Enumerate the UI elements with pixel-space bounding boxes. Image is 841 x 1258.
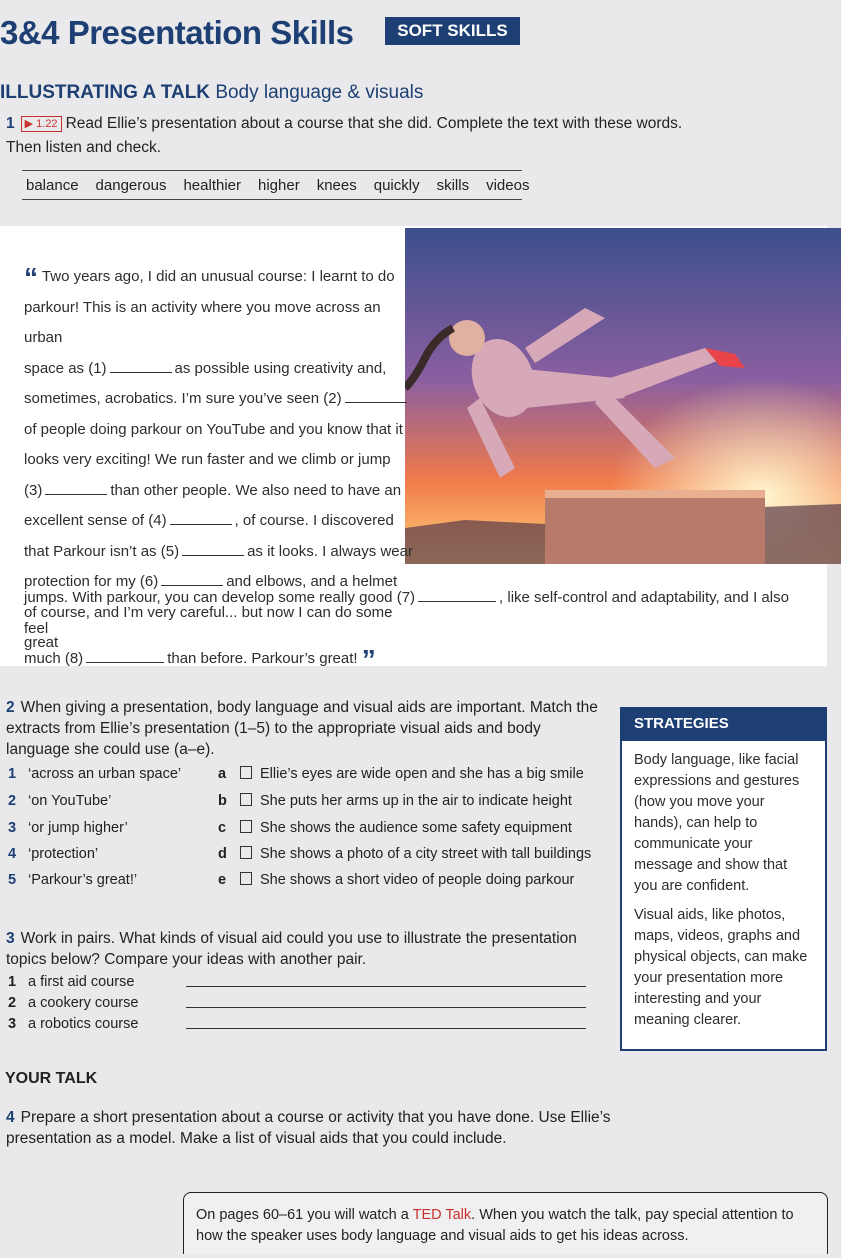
text-line: space as (1) as possible using creativity and, xyxy=(24,359,387,377)
text-line: sometimes, acrobatics. I’m sure you’ve seen (2) xyxy=(24,384,414,415)
strategies-box xyxy=(620,741,827,1051)
exercise-1-instruction xyxy=(6,112,706,160)
exercise-number: 4 xyxy=(6,1109,15,1126)
checkbox[interactable] xyxy=(240,820,252,833)
checkbox[interactable] xyxy=(240,793,252,806)
word-item: videos xyxy=(486,177,530,194)
answer-blank[interactable] xyxy=(86,662,164,663)
instruction-text: When giving a presentation, body language and visual aids are important. Match the extracts from Ellie’s presentation (1–5) to the appropriate visual aids and body language she could use (a–e). xyxy=(6,699,598,758)
answer-blank[interactable] xyxy=(418,601,496,602)
answer-line[interactable] xyxy=(186,986,586,987)
answer-blank[interactable] xyxy=(170,524,232,525)
soft-skills-badge: SOFT SKILLS xyxy=(385,17,520,45)
section-label: ILLUSTRATING A TALK xyxy=(0,82,211,103)
instruction-text: Prepare a short presentation about a course or activity that you have done. Use Ellie’s presentation as a model. Make a list of visual aids that you could include. xyxy=(6,1109,611,1147)
ted-talk-label: TED Talk xyxy=(412,1207,472,1223)
text-line: of course, and I’m very careful... but now I can do some great xyxy=(24,603,393,651)
answer-blank[interactable] xyxy=(345,402,407,403)
text-line: of people doing parkour on YouTube and you know that it xyxy=(24,420,403,438)
instruction-text: Work in pairs. What kinds of visual aid could you use to illustrate the presentation topics below? Compare your ideas with another pair. xyxy=(6,930,577,968)
answer-blank[interactable] xyxy=(45,494,107,495)
text-line: that Parkour isn’t as (5) as it looks. I always wear xyxy=(24,542,413,560)
topic-item: 1 a first aid course xyxy=(8,974,588,990)
word-item: healthier xyxy=(183,177,241,194)
answer-blank[interactable] xyxy=(182,555,244,556)
text-line: “ Two years ago, I did an unusual course: I learnt to do xyxy=(24,262,395,293)
strategy-text: Visual aids, like photos, maps, videos, graphs and physical objects, can make your presentation more interesting and your meaning clearer. xyxy=(634,907,808,1028)
word-item: dangerous xyxy=(95,177,167,194)
exercise-number: 1 xyxy=(6,115,15,132)
exercise-number: 3 xyxy=(6,930,15,947)
strategies-heading: STRATEGIES xyxy=(620,707,827,741)
topic-item: 3 a robotics course xyxy=(8,1016,588,1032)
text-line: protection for my (6) and elbows, and a helmet xyxy=(24,573,398,590)
topic-item: 2 a cookery course xyxy=(8,995,588,1011)
audio-track-icon[interactable]: ▶ 1.22 xyxy=(21,116,62,132)
text-line: jumps. With parkour, you can develop some really good (7) , like self-control and adaptability, and I also feel xyxy=(24,589,789,637)
match-row: 2 ‘on YouTube’ b She puts her arms up in the air to indicate height xyxy=(8,793,572,809)
text-line: excellent sense of (4) , of course. I discovered xyxy=(24,512,394,529)
word-item: skills xyxy=(436,177,470,194)
section-subtitle: Body language & visuals xyxy=(215,82,424,103)
section-heading xyxy=(0,82,423,104)
answer-blank[interactable] xyxy=(110,372,172,373)
text-line: parkour! This is an activity where you move across an urban xyxy=(24,298,381,346)
reading-text-tail xyxy=(24,583,814,675)
answer-line[interactable] xyxy=(186,1007,586,1008)
parkour-photo xyxy=(405,228,841,564)
match-row: 5 ‘Parkour’s great!’ e She shows a short video of people doing parkour xyxy=(8,872,575,888)
exercise-4-instruction xyxy=(6,1107,626,1149)
instruction-text: Read Ellie’s presentation about a course that she did. Complete the text with these words. Then listen and check. xyxy=(6,115,683,156)
exercise-number: 2 xyxy=(6,699,15,716)
answer-line[interactable] xyxy=(186,1028,586,1029)
word-box xyxy=(22,170,530,200)
strategy-text: Body language, like facial expressions and gestures (how you move your hands), can help to communicate your message and show that you are confident. xyxy=(634,752,800,894)
text-line: much (8) than before. Parkour’s great! ” xyxy=(24,644,376,675)
exercise-3-instruction xyxy=(6,928,606,970)
text-line: (3) than other people. We also need to have an xyxy=(24,481,402,499)
match-row: 3 ‘or jump higher’ c She shows the audience some safety equipment xyxy=(8,820,572,836)
exercise-2-instruction xyxy=(6,697,606,760)
match-row: 4 ‘protection’ d She shows a photo of a city street with tall buildings xyxy=(8,846,592,862)
word-item: higher xyxy=(258,177,300,194)
your-talk-heading: YOUR TALK xyxy=(5,1070,98,1087)
match-row: 1 ‘across an urban space’ a Ellie’s eyes are wide open and she has a big smile xyxy=(8,766,584,782)
word-item: balance xyxy=(26,177,79,194)
audio-track-number: 1.22 xyxy=(36,118,58,130)
ted-talk-note: On pages 60–61 you will watch a TED Talk. When you watch the talk, pay special attention to how the speaker uses body language and visual aids to get his ideas across. xyxy=(183,1192,828,1254)
checkbox[interactable] xyxy=(240,766,252,779)
open-quote-icon: “ xyxy=(24,262,38,293)
page-title: 3&4 Presentation Skills xyxy=(0,14,354,51)
word-item: quickly xyxy=(373,177,420,194)
checkbox[interactable] xyxy=(240,846,252,859)
word-item: knees xyxy=(316,177,357,194)
close-quote-icon: ” xyxy=(361,644,376,675)
text-line: looks very exciting! We run faster and we climb or jump xyxy=(24,451,391,468)
parkour-photo-graphic xyxy=(405,228,841,564)
checkbox[interactable] xyxy=(240,872,252,885)
